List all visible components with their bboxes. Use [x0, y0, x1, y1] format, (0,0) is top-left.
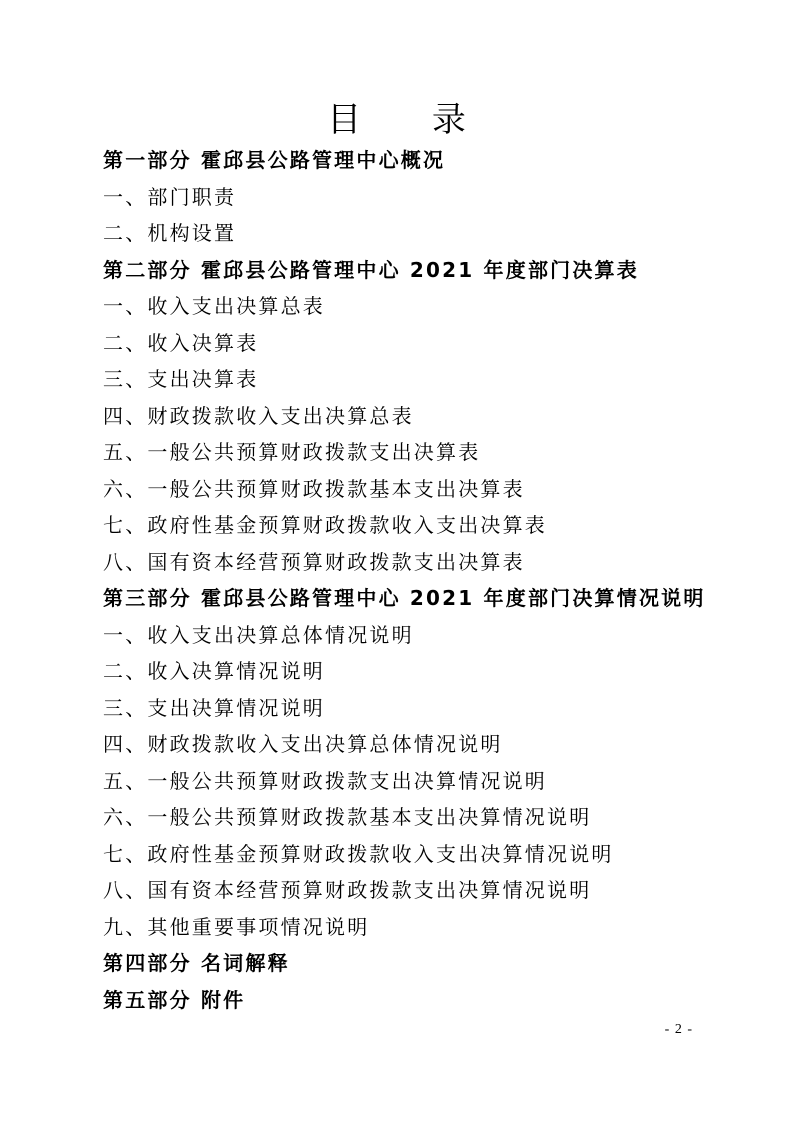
toc-item: 六、一般公共预算财政拨款基本支出决算表	[103, 476, 525, 501]
toc-item: 三、支出决算情况说明	[103, 695, 325, 720]
toc-part-heading: 第三部分 霍邱县公路管理中心 2021 年度部门决算情况说明	[103, 586, 706, 610]
toc-item: 二、机构设置	[103, 221, 237, 245]
toc-item: 九、其他重要事项情况说明	[103, 914, 370, 939]
toc-item: 四、财政拨款收入支出决算总表	[103, 403, 414, 428]
toc-item: 五、一般公共预算财政拨款支出决算表	[103, 440, 481, 464]
toc-item: 二、收入决算表	[103, 330, 259, 355]
toc-item: 七、政府性基金预算财政拨款收入支出决算表	[103, 513, 547, 537]
toc-item: 一、部门职责	[103, 184, 237, 209]
toc-item: 八、国有资本经营预算财政拨款支出决算表	[103, 549, 525, 574]
toc-part-heading: 第二部分 霍邱县公路管理中心 2021 年度部门决算表	[103, 257, 639, 282]
toc-item: 一、收入支出决算总表	[103, 294, 325, 318]
page-number: - 2 -	[664, 1022, 693, 1037]
toc-item: 八、国有资本经营预算财政拨款支出决算情况说明	[103, 878, 592, 902]
toc-part-heading: 第四部分 名词解释	[103, 951, 290, 975]
toc-part-heading: 第一部分 霍邱县公路管理中心概况	[103, 148, 446, 172]
page-title: 目 录	[327, 100, 496, 140]
toc-item: 五、一般公共预算财政拨款支出决算情况说明	[103, 768, 547, 793]
toc-part-heading: 第五部分 附件	[103, 987, 246, 1012]
toc-item: 七、政府性基金预算财政拨款收入支出决算情况说明	[103, 841, 614, 866]
table-of-contents	[103, 142, 743, 1018]
toc-item: 四、财政拨款收入支出决算总体情况说明	[103, 732, 503, 756]
toc-item: 六、一般公共预算财政拨款基本支出决算情况说明	[103, 805, 592, 829]
toc-item: 二、收入决算情况说明	[103, 659, 325, 683]
toc-item: 一、收入支出决算总体情况说明	[103, 622, 414, 647]
toc-item: 三、支出决算表	[103, 367, 259, 391]
